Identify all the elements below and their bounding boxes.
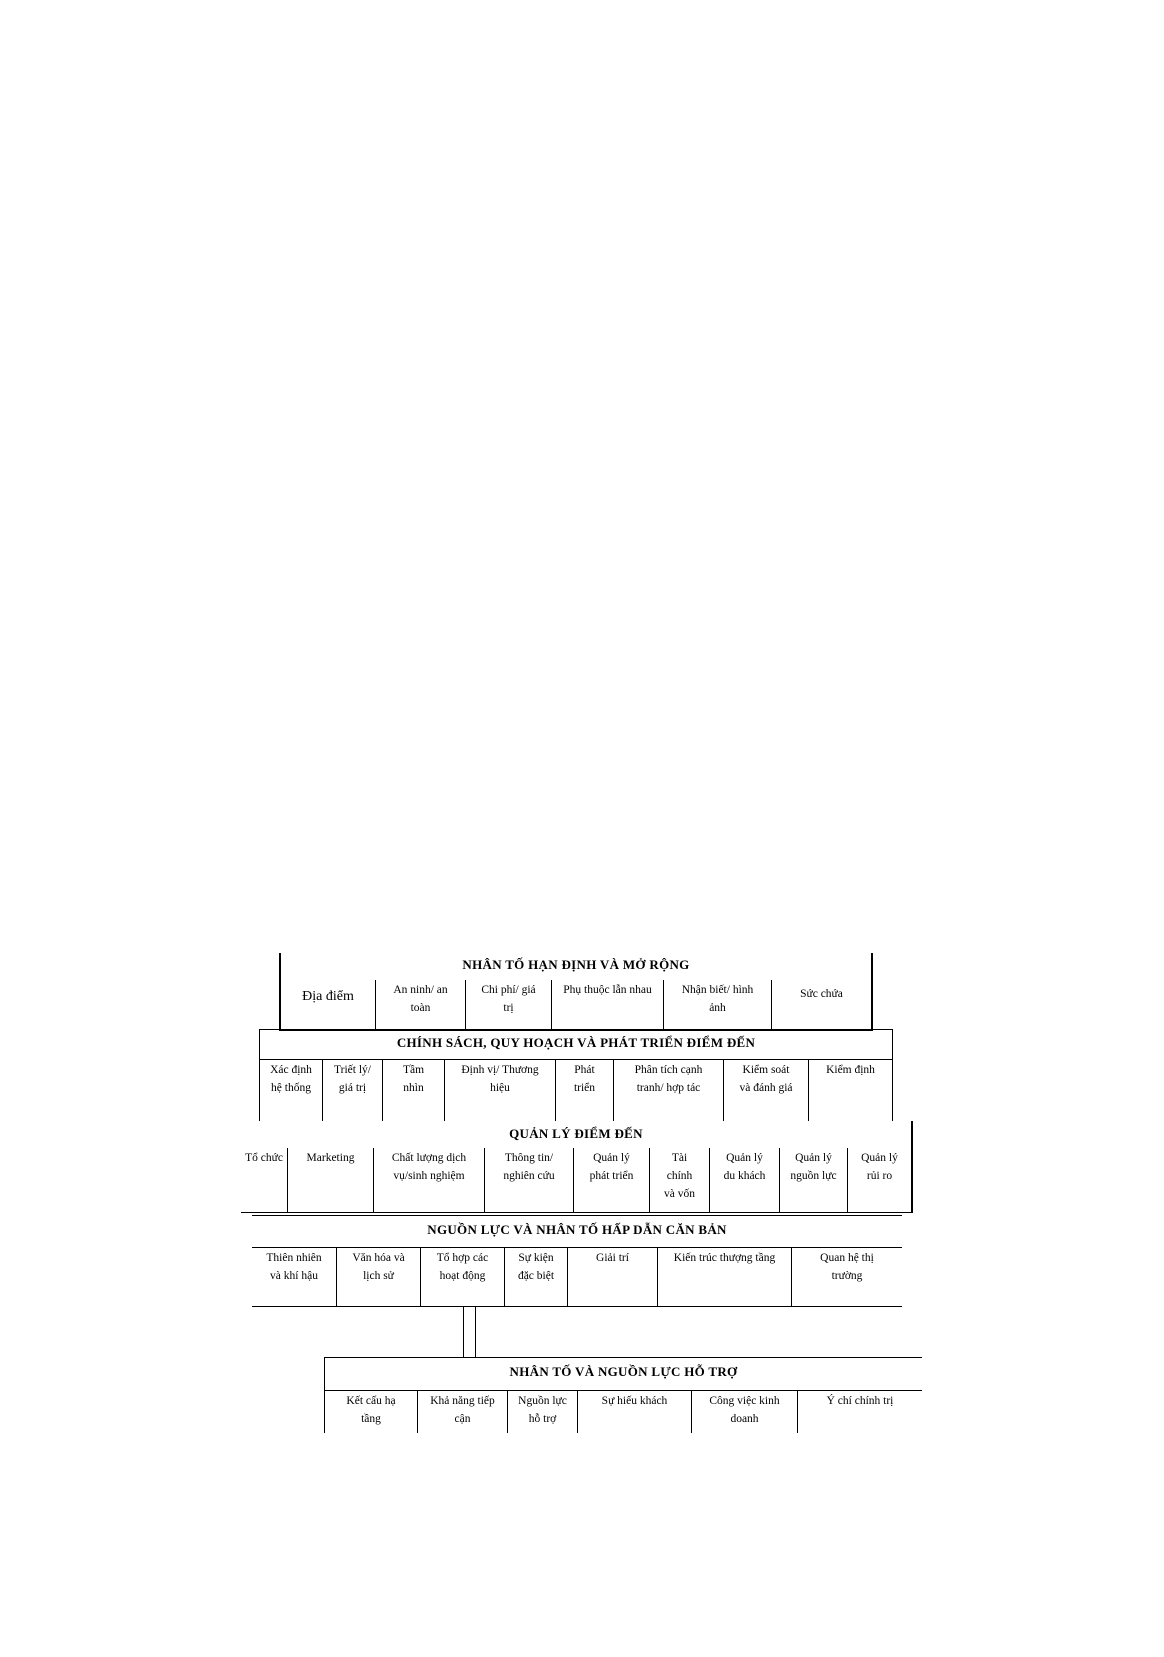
factor-cell: Chất lượng dịch vụ/sinh nghiệm bbox=[373, 1148, 484, 1212]
factor-cell: Nguồn lực hỗ trợ bbox=[507, 1391, 577, 1433]
factor-cell: Quản lý du khách bbox=[709, 1148, 779, 1212]
factor-cell: Ý chí chính trị bbox=[797, 1391, 922, 1433]
factor-cell: Thiên nhiên và khí hậu bbox=[266, 1252, 322, 1282]
layer-destination-management bbox=[241, 1121, 913, 1213]
factor-cell: Sức chứa bbox=[771, 980, 871, 1030]
factor-cell: Giải trí bbox=[567, 1248, 657, 1306]
layer-cells bbox=[260, 1059, 892, 1121]
layer-cells bbox=[241, 1148, 911, 1212]
layer-cells bbox=[325, 1390, 922, 1433]
factor-cell: Văn hóa và lịch sử bbox=[336, 1248, 420, 1306]
factor-cell: Triết lý/ giá trị bbox=[322, 1060, 382, 1121]
layer-qualifying-amplifying bbox=[279, 953, 873, 1031]
layer-core-resources bbox=[252, 1215, 902, 1307]
factor-cell: Kiểm định bbox=[808, 1060, 892, 1121]
factor-cell: Khả năng tiếp cận bbox=[417, 1391, 507, 1433]
factor-cell: Tài chính và vốn bbox=[649, 1148, 709, 1212]
factor-cell: Chi phí/ giá trị bbox=[465, 980, 551, 1030]
layer-supporting-resources bbox=[324, 1357, 922, 1433]
factor-cell: Phát triển bbox=[555, 1060, 613, 1121]
factor-cell: Kết cấu hạ tầng bbox=[346, 1395, 396, 1425]
connector-line bbox=[475, 1307, 476, 1358]
factor-cell: Quản lý nguồn lực bbox=[779, 1148, 847, 1212]
layer-cells bbox=[252, 1247, 902, 1306]
layer-cells bbox=[281, 980, 871, 1030]
layer-policy-planning bbox=[259, 1029, 893, 1121]
factor-cell: Công việc kinh doanh bbox=[691, 1391, 797, 1433]
factor-cell: Nhận biết/ hình ảnh bbox=[663, 980, 771, 1030]
connector-line bbox=[463, 1307, 464, 1358]
factor-cell: An ninh/ an toàn bbox=[375, 980, 465, 1030]
factor-cell: Địa điểm bbox=[302, 989, 354, 1004]
factor-cell: Phụ thuộc lẫn nhau bbox=[551, 980, 663, 1030]
factor-cell: Xác định hệ thống bbox=[270, 1064, 312, 1094]
layer-title: CHÍNH SÁCH, QUY HOẠCH VÀ PHÁT TRIỂN ĐIỂM ĐẾN bbox=[396, 1035, 756, 1050]
factor-cell: Quan hệ thị trường bbox=[791, 1248, 902, 1306]
factor-cell: Sự hiếu khách bbox=[577, 1391, 691, 1433]
factor-cell: Quản lý rủi ro bbox=[847, 1148, 911, 1212]
factor-cell: Thông tin/ nghiên cứu bbox=[484, 1148, 573, 1212]
factor-cell: Marketing bbox=[287, 1148, 373, 1212]
layer-title: NHÂN TỐ VÀ NGUỒN LỰC HỖ TRỢ bbox=[509, 1364, 738, 1379]
factor-cell: Kiến trúc thượng tầng bbox=[657, 1248, 791, 1306]
layer-title: NHÂN TỐ HẠN ĐỊNH VÀ MỞ RỘNG bbox=[462, 957, 690, 972]
factor-cell: Định vị/ Thương hiệu bbox=[444, 1060, 555, 1121]
factor-cell: Quản lý phát triển bbox=[573, 1148, 649, 1212]
factor-cell: Tổ chức bbox=[245, 1152, 283, 1164]
factor-cell: Tầm nhìn bbox=[382, 1060, 444, 1121]
factor-cell: Kiểm soát và đánh giá bbox=[723, 1060, 808, 1121]
factor-cell: Phân tích cạnh tranh/ hợp tác bbox=[613, 1060, 723, 1121]
layer-title: QUẢN LÝ ĐIỂM ĐẾN bbox=[509, 1126, 643, 1141]
layer-title: NGUỒN LỰC VÀ NHÂN TỐ HẤP DẪN CĂN BẢN bbox=[427, 1222, 727, 1237]
factor-cell: Sự kiện đặc biệt bbox=[504, 1248, 567, 1306]
factor-cell: Tổ hợp các hoạt động bbox=[420, 1248, 504, 1306]
